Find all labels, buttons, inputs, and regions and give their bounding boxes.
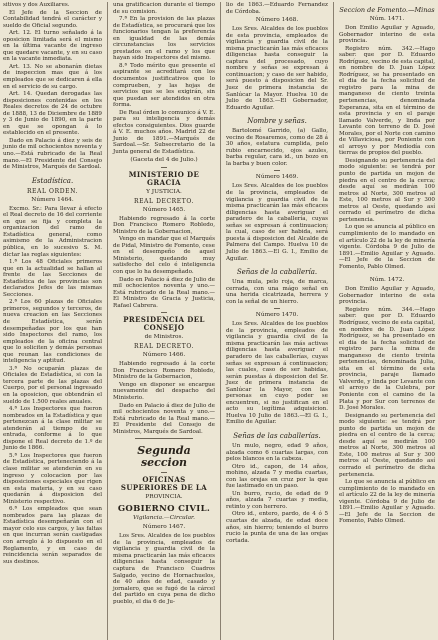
presidency-subtitle: de Ministros. [144, 334, 184, 341]
presidency-title: PRESIDENCIA DEL CONSEJO [123, 315, 205, 333]
column-2 [110, 2, 218, 640]
decree-heading: REAL DECRETO. [133, 343, 195, 351]
paragraph: Habiendo regresado á la corte Don Francisco Romero Robledo, Ministro de la Gobernacion, [113, 361, 215, 381]
paragraph: Vengo en mandar que el Marqués de Pidal, Ministro de Fomento, cese en el desempeño de aquel Ministerio, quedando muy satisfecho del celo é inteligencia con que lo ha desempeñado. [113, 236, 215, 275]
government-title: GOBIERNO CIVIL. [117, 504, 211, 515]
offices-subtitle: PROVINCIA. [145, 494, 183, 501]
paragraph: Don Emilio Aguilar y Aguado, Gobernador interino de esta provincia. [339, 25, 435, 45]
column-divider [333, 2, 334, 640]
decree-heading: REAL DECRETO. [133, 197, 195, 205]
column-divider [107, 2, 108, 640]
paragraph: Designando su pertenencia del modo siguiente: se tendrá por punto de partida un mojon de piedra en el centro de la cerca; desde aquí se medirán 100 metros al Norte, 300 metros al Este, 100 metros al Sur y 300 metros al Oeste, quedando así cerrado el perímetro de dicha pertenencia. [339, 157, 435, 223]
paragraph: Registro núm. 344.—Hago saber: que por D. Eduardo Rodríguez, vecino de esta capital, en nombre de D. Juan López Rodríguez, se ha presentado en el dia de la fecha solicitud de registro para la mina de manganeso de ciento treinta pertenencias, denominada Julia, sita en el término de esta provincia, paraje llamado Valverde, y linda por Levante con el arroyo de la Culebra, por Poniente con el camino de la Plata y por Sur con terrenos de D. José Morales. [339, 306, 435, 412]
document-number: Número 1465. [142, 206, 186, 213]
divider [274, 170, 280, 171]
paragraph: Una mula, pelo roja, de marca, cerrada, con una mágo señal en una herida cicatrizada, herrera y con la señal de un hierro. [226, 279, 328, 305]
paragraph: Un burro, rucio, de edad de 9 años, alzada 7 cuartas y media, retinto y con herrero. [226, 490, 328, 510]
column-4 [336, 2, 438, 640]
divider [274, 308, 280, 309]
paragraph: Otro id., entero, pardo, de 4 ó 5 cuartas de alzada, de edad doce años, sin hierro; teniendo el burro rucio la punta de una de las orejas cortada. [226, 511, 328, 544]
paragraph: Dado en Palacio á diez de Julio de mil ochocientos noventa y uno.—Está rubricado de la Real mano.—El Presidente del Consejo de Ministros, Marqués de Sardoal. [113, 402, 215, 435]
subsection-heading: Señas de la caballería. [236, 268, 318, 277]
document-number: Núm. 1471. [369, 16, 405, 22]
document-number: Número 1468. [255, 17, 299, 24]
paragraph: 7.ª En la provision de las plazas de Estadística, se procurará que los funcionarios tengan la preferencia en igualdad de las demás circunstancias los servicios prestados en el ramo y los que hayan sido Inspectores del mismo. [113, 16, 215, 62]
paragraph: Los Sres. Alcaldes de los pueblos de la provincia, empleados de vigilancia y guardia civil de la misma practicarán las más eficaces diligencias hasta averiguar el paradero de la caballería, cuyas señas se expresan á continuacion; la cual, caso de ser habida, será puesta á disposicion del Alcalde de Palmera del Campo. Huelva 10 de Julio de 1863.—El G. I., Emilio de Aguilar. [226, 183, 328, 262]
divider [161, 312, 167, 313]
paragraph: 5.ª Los Inspectores que fueron de Estadística, perteneciendo á la clase militar se atenderán en su ingreso y colocacion por las disposiciones especiales que rigen en esta materia, y en su caso quedarán á disposicion del Ministerio respectivo. [3, 452, 102, 505]
document-number: Número 1464. [31, 196, 74, 203]
paragraph: Art. 14. Quedan derogadas las disposiciones contenidas en los Reales decretos de 24 de octubre de 1888, 13 de Diciembre de 1889 y 3 de Junio de 1890, en la parte en que se opongan á lo establecido en el presente. [3, 91, 102, 137]
paragraph: 4.ª Los Inspectores que fueron nombrados en la Estadística y que pertenezcan á la clase militar se atenderán al tiempo de su entrada, conforme á lo que dispone el Real decreto de 1.º de Junio de 1866. [3, 406, 102, 452]
divider [135, 438, 193, 439]
paragraph: Habiendo regresado á la corte Don Francisco Romero Robledo, Ministro de la Gobernacion, [113, 215, 215, 235]
paragraph: Lo que se anuncia al público en cumplimiento de lo mandado en el artículo 22 de la ley de minería vigente. Córdoba 9 de Julio de 1891.—Emilio Aguilar y Aguado.—El Jefe de la Seccion de Fomento, Pablo Olmed. [339, 479, 435, 525]
paragraph: Don Emilio Aguilar y Aguado, Gobernador interino de esta provincia. [339, 286, 435, 306]
divider [161, 472, 167, 473]
paragraph: lio de 1863.—Eduardo Fernandez de Córdoba. [226, 2, 328, 15]
decree-heading: REAL ORDEN. [26, 187, 79, 195]
divider [161, 167, 167, 168]
paragraph: Art. 12. El turno señalado á la oposicion limitada será el mismo en la última vacante de ingreso que quedare vacante, y en su caso en la vacante inmediata. [3, 30, 102, 63]
paragraph: Registro núm. 342.—Hago saber: que por D. Eduardo Rodríguez, vecino de esta capital, en nombre de D. Juan López Rodríguez, se ha presentado en el dia de la fecha solicitud de registro para la mina de manganeso de ciento treinta pertenencias, denominada Esperanza, sita en el término de esta provincia y en el paraje llamado Valverde, y linda por Levante con terreno de D. José Morales, por el Norte con camino de Villaviciosa, por Poniente con el arroyo y por Mediodía con tierras de propios del pueblo. [339, 45, 435, 157]
document-number: Número 1467. [142, 524, 186, 531]
paragraph: Excmo. Sr.: Para llevar á efecto el Real decreto de 16 del corriente en que se fija y completa la organizacion del ramo de Estadística general, como asimismo de la Administracion pública, en lo sucesivo S. M. dictar las reglas siguientes: [3, 205, 102, 258]
paragraph: 8.ª Todo mérito que presente el aspirante se acreditará con los documentos justificativos que lo comprueben, y las hojas de servicios que se les exigirán, sin que puedan ser atendidos en otra forma. [113, 62, 215, 109]
subsection-heading: Nombre y señas. [247, 117, 307, 126]
section-heading: Estadística. [31, 176, 74, 185]
document-number: Número 1469. [255, 174, 299, 181]
paragraph: Art. 13. No se abonarán dietas de inspeccion mas que á los empleados que se dedicaren á ella en el servicio de su cargo. [3, 63, 102, 90]
ministry-subtitle: Y JUSTICIA. [146, 188, 182, 195]
section-title: Segunda seccion [137, 444, 191, 470]
source-note: (Gaceta del 4 de Julio.) [130, 156, 198, 163]
paragraph: Los Sres. Alcaldes de los pueblos de la provincia, empleados de vigilancia y guardia civil de la misma practicarán las más activas diligencias hasta averiguar el paradero de las caballerías, cuyas señas se expresan á continuacion; las cuales, caso de ser habidas, serán puestas á disposicion del Sr. Juez de primera instancia de Sanlúcar la Mayor, con las personas en cuyo poder se encuentren, si no justifican en el acto su legítima adquisicion. Huelva 10 Julio de 1863.—El G. I., Emilio de Aguilar. [226, 321, 328, 426]
paragraph: sitivos y dos Auxiliares. [3, 2, 70, 8]
paragraph: Un mulo, negro, edad 9 años, alzada como 6 cuartas largas, con pelos blancos en la cabeza. [226, 442, 328, 463]
paragraph: 3.ª No ocuparán plazas de Oficiales de Estadística, si con la tercera parte de las plazas del Cuerpo, por el personal ingresado en la oposicion, que obtendrán el sueldo de 1.500 reales anuales. [3, 365, 102, 405]
column-1 [0, 2, 105, 640]
paragraph: Lo que se anuncia al público en cumplimiento de lo mandado en el artículo 22 de la ley de minería vigente. Córdoba 9 de Julio de 1891.—Emilio Aguilar y Aguado.—El Jefe de la Seccion de Fomento, Pablo Olmed. [339, 224, 435, 270]
document-number: Número 1466. [142, 352, 186, 359]
paragraph: El Jefe de la Seccion de Contabilidad tendrá el carácter y sueldo de Oficial segundo. [3, 9, 102, 29]
column-divider [220, 2, 221, 640]
document-number: Núm. 1472. [369, 277, 405, 284]
circular-label: Vigilancia.—Circular. [132, 515, 196, 522]
subsection-heading: Señas de las caballerías. [233, 431, 321, 440]
document-number: Número 1470. [255, 312, 299, 319]
paragraph: 6.ª Los empleados que sean nombrados para las plazas de Estadística desempeñarán con el mayor celo sus cargos, y las faltas en que incurran serán castigadas con arreglo á lo dispuesto en el Reglamento, y en caso de reincidencia serán separados de sus destinos. [3, 506, 102, 565]
paragraph: Designando su pertenencia del modo siguiente: se tendrá por punto de partida un mojon de piedra en el centro de la cerca; desde aquí se medirán 100 metros al Norte, 300 metros al Este, 100 metros al Sur y 300 metros al Oeste, quedando así cerrado el perímetro de dicha pertenencia. [339, 412, 435, 478]
ministry-title: MINISTERIO DE GRACIA [128, 169, 200, 187]
paragraph: una gratificacion durante el tiempo de su comision. [113, 2, 215, 15]
paragraph: Vengo en disponer se encargue nuevamente del despacho del Ministerio. [113, 381, 215, 401]
column-3 [223, 2, 331, 640]
paragraph: Los Sres. Alcaldes de los pueblos de la provincia, empleados de vigilancia y guardia civil de la misma practicarán las más eficaces diligencias hasta conseguir la captura de Francisco Cuadros Salgado, vecino de Hornachuelos, de 40 años de edad, casado y jornalero, que se fugó de la cárcel del partido en cuya pena de dicho pueblo, el dia 6 de Ju- [113, 533, 215, 605]
paragraph: Dado en Palacio á diez de Julio de mil ochocientos noventa y uno.—Está rubricado de la Real mano.—El Ministro de Gracia y Justicia, Rafael Cabrera. [113, 276, 215, 309]
offices-title: OFICINAS SUPERIORES DE LA [120, 475, 208, 493]
section-heading: Seccion de Fomento.—Minas [339, 6, 435, 14]
paragraph: Los Sres. Alcaldes de los pueblos de esta provincia, empleados de vigilancia y guardia civil de la misma practicarán las más eficaces diligencias hasta conseguir la captura del procesado, cuyo nombre y señas se expresan á continuacion; y caso de ser habido, será puesto á disposicion del Sr. Juez de primera instancia de Sanlúcar la Mayor. Huelva 10 de Julio de 1863.—El Gobernador, Eduardo Aguilar. [226, 26, 328, 111]
paragraph: Bartolomé Garrido, (a) Gallo, vecino de Rosaremos, como de 28 á 30 años, estatura cumplida, pelo rubio encarnecido, ojos azules, barba regular, cara id., un bozo en la barba y buen color. [226, 128, 328, 167]
paragraph: Dado en Palacio á diez y seis de junio de mil ochocientos noventa y uno.—Está rubricado de la Real mano.—El Presidente del Consejo de Ministros, Marqués de Sardoal. [3, 137, 102, 171]
paragraph: Otro id., capon, de 14 años, mohino, alzada 7 y media cuartas, con las orejas en cruz por la que fue lastimado en un paso. [226, 463, 328, 490]
paragraph: 1.ª Los 48 Oficiales primeros que en la actualidad se hallan al frente de las Secciones de Estadística de las provincias son declarados Jefes de las mismas Secciones. [3, 259, 102, 298]
paragraph: 2.ª Los 60 plazas de Oficiales primeros, segundos y terceros, de nueva creacion en las Secciones de Estadística, serán desempeñadas por los que han sido Inspectores del ramo, los empleados de la oficina central que lo soliciten y demás personas que reunan las condiciones de inteligencia y aptitud. [3, 299, 102, 365]
paragraph: De Real órden lo comunico á V. E. para su inteligencia y demás efectos consiguientes. Dios guarde á V. E. muchos años. Madrid 22 de Junio de 1891.—Marqués de Sardoal.—Sr. Subsecretario de la Junta general de Estadística. [113, 109, 215, 156]
